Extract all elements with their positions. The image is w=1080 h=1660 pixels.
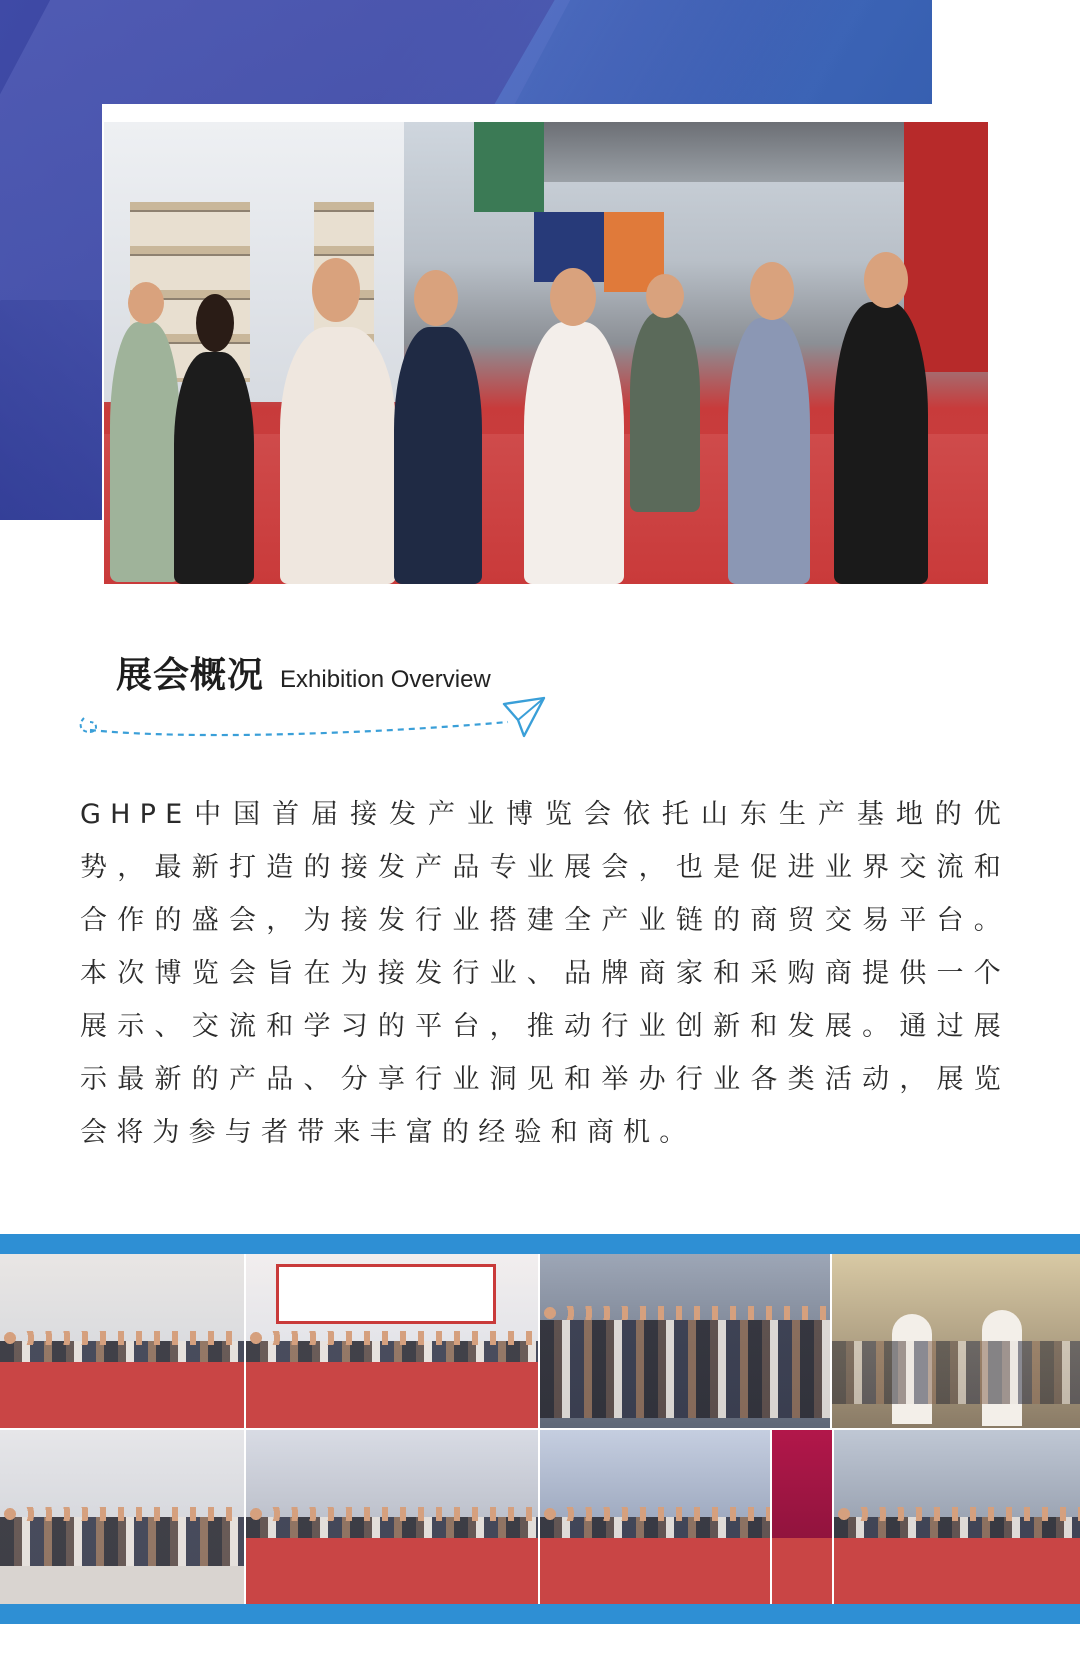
section-heading xyxy=(116,654,491,698)
collage-photo xyxy=(0,1430,244,1604)
hero-photo xyxy=(104,122,988,584)
collage-photo xyxy=(246,1254,538,1428)
collage-border-top xyxy=(0,1234,1080,1254)
collage-photo xyxy=(772,1430,832,1604)
paper-plane-dashed-line-icon xyxy=(68,694,568,744)
collage-photo xyxy=(834,1430,1080,1604)
hero-photo-frame xyxy=(102,104,990,588)
intro-paragraph: GHPE中国首届接发产业博览会依托山东生产基地的优势，最新打造的接发产品专业展会，也是促进业界交流和合作的盛会，为接发行业搭建全产业链的商贸交易平台。本次博览会旨在为接发行业、品牌商家和采购商提供一个展示、交流和学习的平台，推动行业创新和发展。通过展示最新的产品、分享行业洞见和举办行业各类活动，展览会将为参与者带来丰富的经验和商机。 xyxy=(80,799,1010,1148)
section-title-en: Exhibition Overview xyxy=(280,666,491,693)
collage-photo xyxy=(832,1254,1080,1428)
collage-photo xyxy=(246,1430,538,1604)
collage-photo xyxy=(0,1254,244,1428)
collage-border-bottom xyxy=(0,1604,1080,1624)
section-title-cn: 展会概况 xyxy=(116,655,265,696)
collage-photo xyxy=(540,1430,770,1604)
collage-photo xyxy=(540,1254,830,1428)
photo-collage xyxy=(0,1254,1080,1612)
